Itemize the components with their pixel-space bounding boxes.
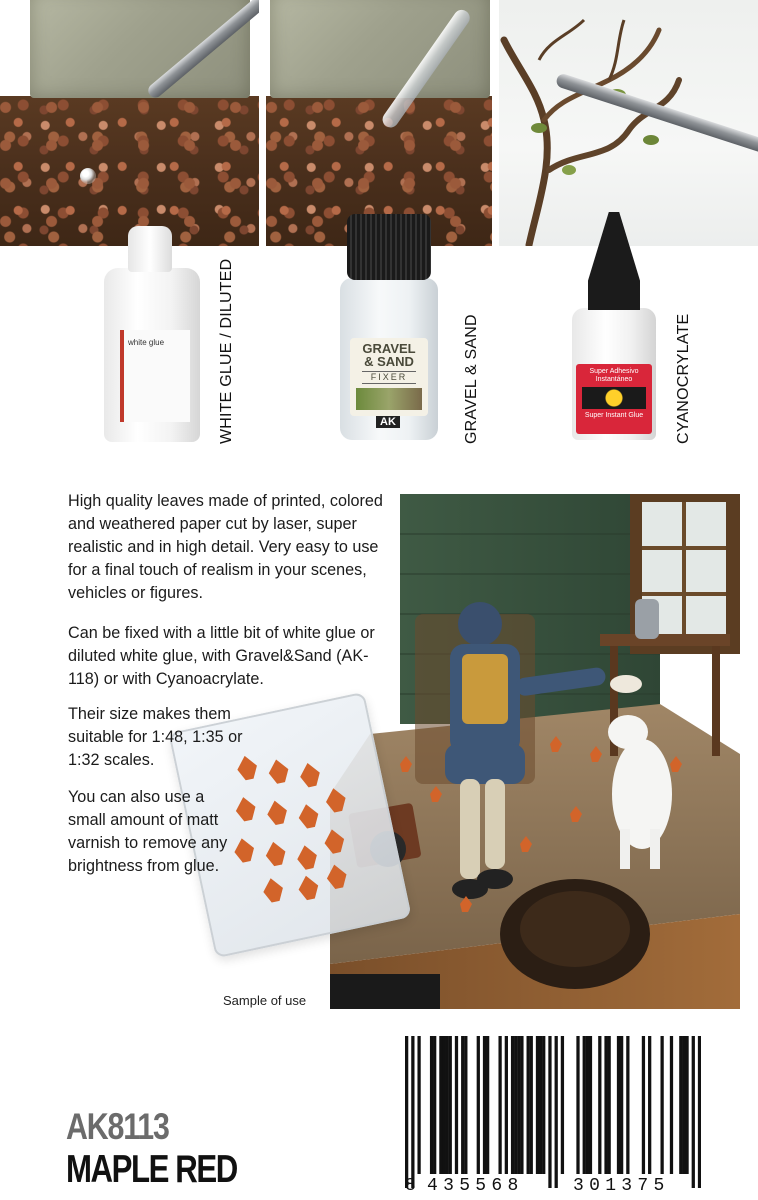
gravel-sand-cap [347,214,431,280]
barcode-left-group: 435568 [427,1176,524,1196]
sample-caption: Sample of use [223,993,307,1008]
description-paragraph-1: High quality leaves made of printed, colored and weathered paper cut by laser, super realistic and in high detail. Very easy to use for a final touch of realism in your scenes, vehicles or figures. [68,492,383,602]
barcode-bar [698,1036,701,1188]
white-glue-side-label: WHITE GLUE / DILUTED [218,258,235,444]
gravel-sand-bottle [340,278,438,440]
cyanoacrylate-bottle [572,308,656,440]
barcode-bar [411,1036,414,1188]
barcode-bar [498,1036,501,1174]
barcode-bar [446,1036,449,1174]
barcode-bar [461,1036,464,1174]
barcode-bar [530,1036,533,1174]
gravel-sand-line3: FIXER [362,371,416,384]
barcode-bar [576,1036,579,1174]
barcode-bar [527,1036,530,1174]
cyano-label-bottom: Super Instant Glue [584,412,644,419]
barcode-bar [604,1036,607,1174]
barcode-bar [617,1036,620,1174]
barcode-bar [598,1036,601,1174]
barcode-bar [648,1036,651,1174]
barcode-bar [583,1036,586,1174]
gravel-sand-side-label: GRAVEL & SAND [463,314,480,444]
cyano-label-top: Super Adhesivo [589,368,639,375]
barcode-bar [586,1036,589,1174]
barcode-bar [685,1036,688,1174]
barcode-bar [483,1036,486,1174]
product-code: AK8113 [66,1106,169,1147]
barcode-bar [455,1036,458,1174]
gravel-sand-line1: GRAVEL [362,341,416,356]
barcode-bar [642,1036,645,1174]
barcode-bar [477,1036,480,1174]
white-glue-label-text: white glue [128,338,165,347]
barcode-bar [442,1036,445,1174]
photo-leaves-pipette [266,0,492,246]
barcode-bar [433,1036,436,1174]
barcode-bar [555,1036,558,1188]
barcode-bar [692,1036,695,1188]
barcode-bar [589,1036,592,1174]
cyano-label-mid: Instantáneo [595,376,633,383]
barcode-bar [449,1036,452,1174]
barcode-bar [561,1036,564,1174]
barcode-bar [539,1036,542,1174]
white-glue-cap [128,226,172,272]
barcode-bar [430,1036,433,1174]
barcode-bar [464,1036,467,1174]
photo-leaves-tweezers [0,0,259,246]
barcode-right-group: 301375 [573,1176,670,1196]
description-paragraph-4: You can also use a small amount of matt varnish to remove any brightness from glue. [68,788,228,875]
barcode-bar [514,1036,517,1174]
barcode-bar [620,1036,623,1174]
barcode-bar [511,1036,514,1174]
barcode-bar [517,1036,520,1174]
barcode [405,1036,701,1188]
barcode-bar [536,1036,539,1174]
cyanoacrylate-side-label: CYANOCRYLATE [675,313,692,444]
gravel-sand-logo: AK [376,416,400,428]
barcode-bar [608,1036,611,1174]
barcode-first-digit: 8 [405,1176,422,1196]
barcode-bar [486,1036,489,1174]
description-paragraph-3: Their size makes them suitable for 1:48, 1:35 or 1:32 scales. [68,705,243,769]
barcode-bar [520,1036,523,1174]
barcode-bar [626,1036,629,1174]
barcode-bar [405,1036,408,1188]
barcode-bar [542,1036,545,1174]
barcode-bar [679,1036,682,1174]
white-glue-bottle [104,268,200,442]
barcode-bar [505,1036,508,1174]
description-paragraph-2: Can be fixed with a little bit of white glue or diluted white glue, with Gravel&Sand (AK-118) or with Cyanoacrylate. [68,624,375,688]
product-name: MAPLE RED [66,1148,237,1191]
barcode-bar [670,1036,673,1174]
photo-branch-tweezers [499,0,758,246]
barcode-bar [660,1036,663,1174]
gravel-sand-line2: & SAND [364,354,414,369]
barcode-bar [417,1036,420,1174]
barcode-bar [682,1036,685,1174]
barcode-bar [548,1036,551,1188]
barcode-bar [439,1036,442,1174]
